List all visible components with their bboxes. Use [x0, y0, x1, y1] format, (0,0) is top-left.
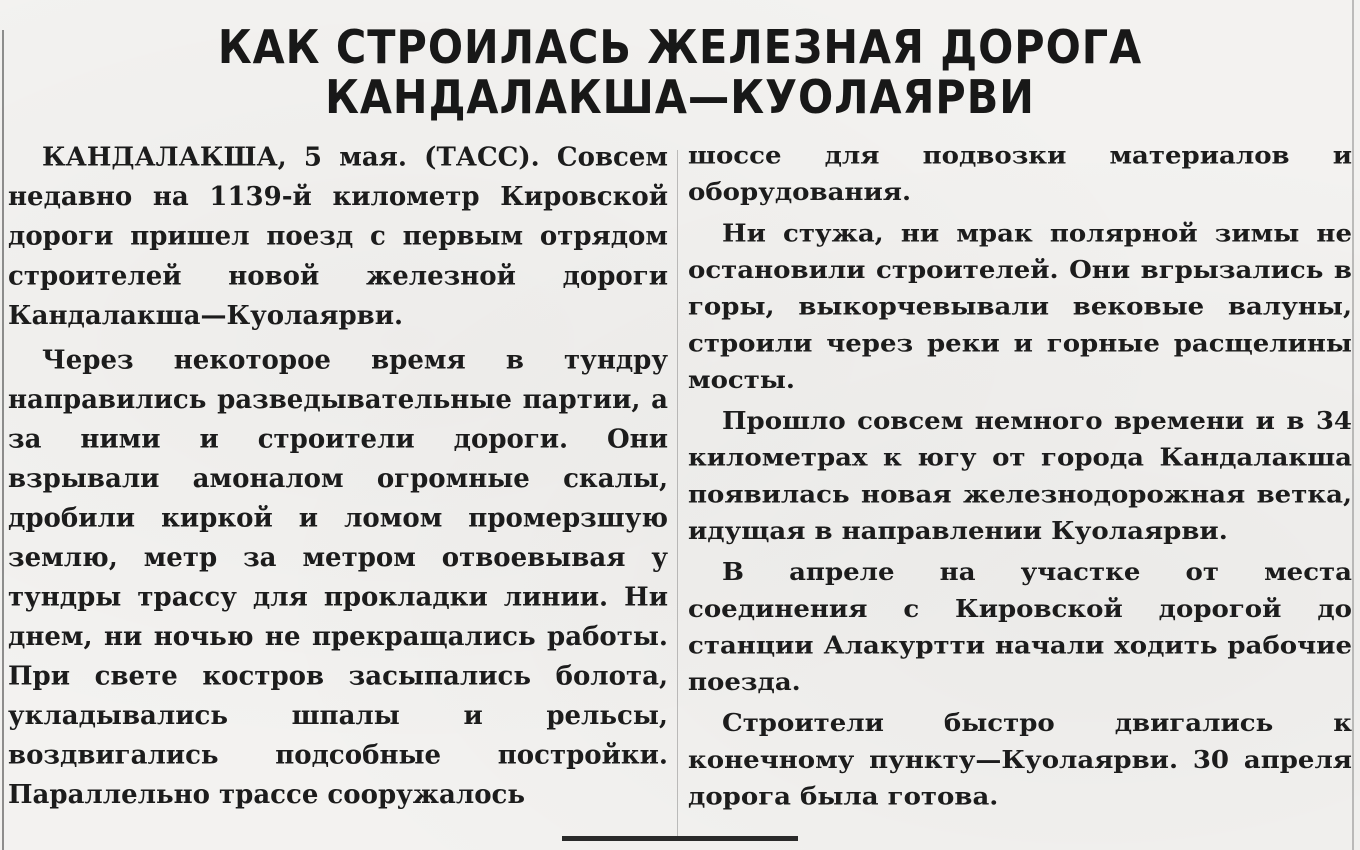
page-edge-left	[2, 30, 4, 850]
page-edge-right	[1352, 0, 1354, 850]
column-divider	[677, 150, 678, 840]
paragraph-continued: шоссе для подвозки материалов и оборудования.	[688, 142, 1352, 207]
paragraph: КАНДАЛАКША, 5 мая. (ТАСС). Совсем недавно на 1139-й километр Кировской дороги пришел поезд с первым отрядом строителей новой железной дороги Кандалакша—Куолаярви.	[8, 142, 668, 331]
paragraph: В апреле на участке от места соединения с Кировской дорогой до станции Алакуртти начали ходить рабочие поезда.	[688, 559, 1352, 697]
article-headline	[0, 22, 1360, 122]
paragraph: Ни стужа, ни мрак полярной зимы не остановили строителей. Они вгрызались в горы, выкорчевывали вековые валуны, строили через реки и горные расщелины мосты.	[688, 220, 1352, 395]
paragraph: Строители быстро двигались к конечному пункту—Куолаярви. 30 апреля дорога была готова.	[688, 710, 1352, 811]
article-column-right	[688, 138, 1352, 820]
paragraph: Прошло совсем немного времени и в 34 километрах к югу от города Кандалакша появилась новая железнодорожная ветка, идущая в направлении Куолаярви.	[688, 408, 1352, 546]
paragraph: Через некоторое время в тундру направились разведывательные партии, а за ними и строители дороги. Они взрывали амоналом огромные скалы, дробили киркой и ломом промерзшую землю, метр за метром отвоевывая у тундры трассу для прокладки линии. Ни днем, ни ночью не прекращались работы. При свете костров засыпались болота, укладывались шпалы и рельсы, воздвигались подсобные постройки. Параллельно трассе сооружалось	[8, 345, 668, 811]
headline-line-2: КАНДАЛАКША—КУОЛАЯРВИ	[325, 70, 1035, 124]
headline-line-1: КАК СТРОИЛАСЬ ЖЕЛЕЗНАЯ ДОРОГА	[217, 20, 1143, 74]
article-column-left	[8, 138, 668, 820]
article-end-rule	[562, 836, 798, 841]
